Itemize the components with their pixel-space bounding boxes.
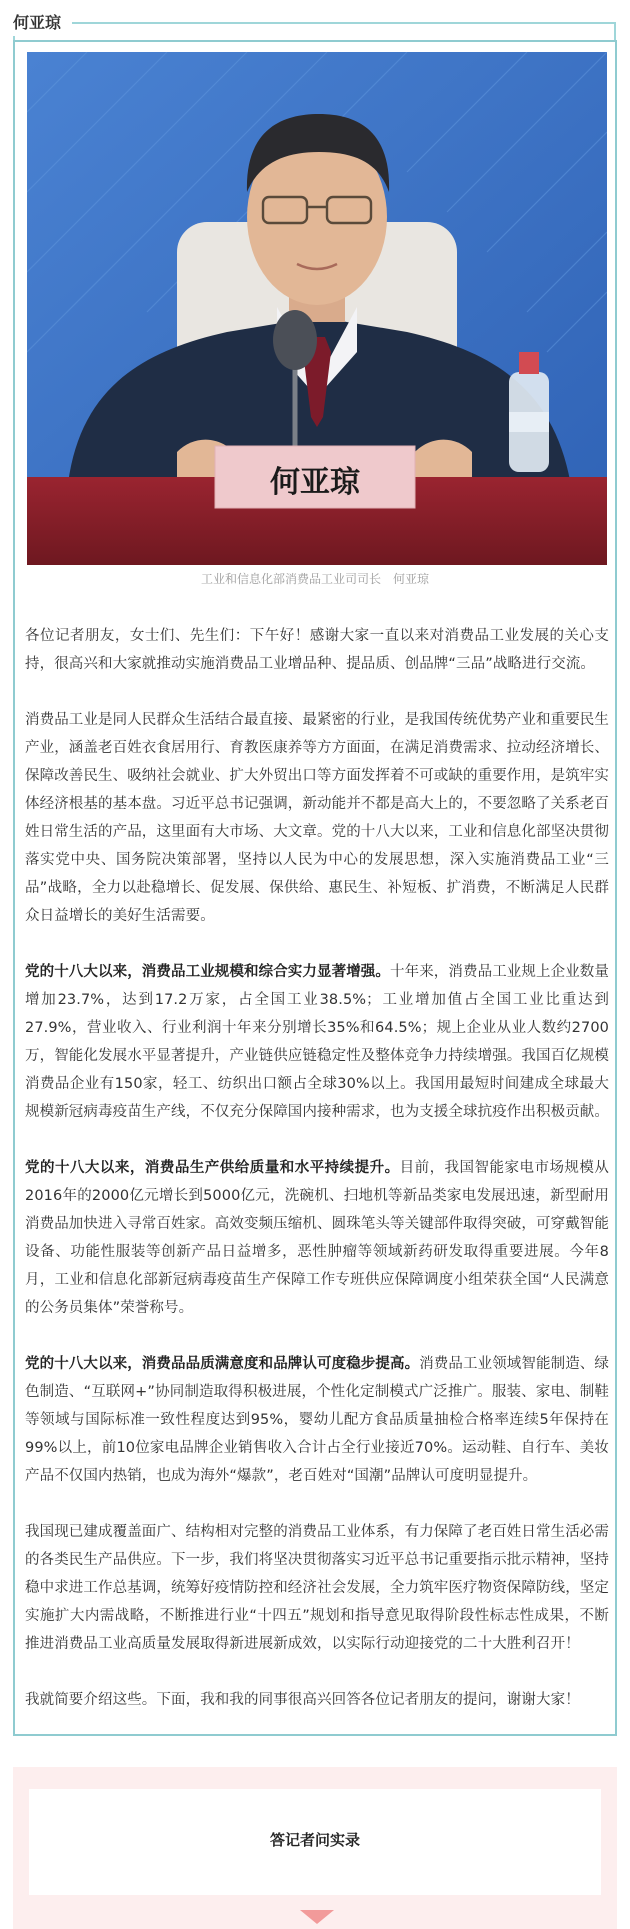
down-arrow-icon (300, 1910, 334, 1924)
scale-text: 十年来，消费品工业规上企业数量增加23.7%，达到17.2万家，占全国工业38.5%；工业增加值占全国工业比重达到27.9%，营业收入、行业利润十年来分别增长35%和64.5%；规上企业从业人数约2700万，智能化发展水平显著提升，产业链供应链稳定性及整体竞争力持续增强。我国百亿规模消费品企业有150家，轻工、纺织出口额占全球30%以上。我国用最短时间建成全球最大规模新冠病毒疫苗生产线，不仅充分保障国内接种需求，也为支援全球抗疫作出积极贡献。 (25, 964, 609, 1120)
article-card (13, 40, 617, 1736)
intro-paragraph: 各位记者朋友，女士们、先生们：下午好！感谢大家一直以来对消费品工业发展的关心支持，很高兴和大家就推动实施消费品工业增品种、提品质、创品牌“三品”战略进行交流。 (25, 628, 609, 672)
speaker-photo (27, 52, 607, 565)
qa-title-box (29, 1789, 601, 1895)
article-body (25, 622, 609, 1742)
quality-paragraph (25, 1350, 609, 1490)
microphone-icon (273, 310, 317, 370)
tag-divider-corner (614, 22, 616, 40)
nameplate-text: 何亚琼 (270, 465, 360, 500)
closing-paragraph: 我就简要介绍这些。下面，我和我的同事很高兴回答各位记者朋友的提问，谢谢大家！ (25, 1692, 580, 1708)
scale-paragraph (25, 958, 609, 1126)
quality-text: 消费品工业领域智能制造、绿色制造、“互联网+”协同制造取得积极进展，个性化定制模式广泛推广。服装、家电、制鞋等领域与国际标准一致性程度达到95%，婴幼儿配方食品质量抽检合格率连续5年保持在99%以上，前10位家电品牌企业销售收入合计占全行业接近70%。运动鞋、自行车、美妆产品不仅国内热销，也成为海外“爆款”，老百姓对“国潮”品牌认可度明显提升。 (25, 1356, 610, 1484)
supply-paragraph (25, 1154, 609, 1322)
speaker-tag: 何亚琼 (13, 13, 62, 32)
tag-divider (72, 22, 616, 24)
outlook-paragraph: 我国现已建成覆盖面广、结构相对完整的消费品工业体系，有力保障了老百姓日常生活必需的各类民生产品供应。下一步，我们将坚决贯彻落实习近平总书记重要指示批示精神，坚持稳中求进工作总基调，统筹好疫情防控和经济社会发展，全力筑牢医疗物资保障防线，坚定实施扩大内需战略，不断推进行业“十四五”规划和指导意见取得阶段性标志性成果，不断推进消费品工业高质量发展取得新进展新成效，以实际行动迎接党的二十大胜利召开！ (25, 1524, 609, 1652)
industry-paragraph: 消费品工业是同人民群众生活结合最直接、最紧密的行业，是我国传统优势产业和重要民生产业，涵盖老百姓衣食居用行、育教医康养等方方面面，在满足消费需求、拉动经济增长、保障改善民生、吸纳社会就业、扩大外贸出口等方面发挥着不可或缺的重要作用，是筑牢实体经济根基的基本盘。习近平总书记强调，新动能并不都是高大上的，不要忽略了关系老百姓日常生活的产品，这里面有大市场、大文章。党的十八大以来，工业和信息化部坚决贯彻落实党中央、国务院决策部署，坚持以人民为中心的发展思想，深入实施消费品工业“三品”战略，全力以赴稳增长、促发展、保供给、惠民生、补短板、扩消费，不断满足人民群众日益增长的美好生活需要。 (25, 712, 609, 924)
qa-title: 答记者问实录 (269, 1831, 360, 1849)
quality-heading: 党的十八大以来，消费品品质满意度和品牌认可度稳步提高。 (25, 1356, 420, 1372)
supply-heading: 党的十八大以来，消费品生产供给质量和水平持续提升。 (25, 1160, 400, 1176)
supply-text: 目前，我国智能家电市场规模从2016年的2000亿元增长到5000亿元，洗碗机、扫地机等新品类家电发展迅速，新型耐用消费品加快进入寻常百姓家。高效变频压缩机、圆珠笔头等关键部件取得突破，可穿戴智能设备、功能性服装等创新产品日益增多，恶性肿瘤等领域新药研发取得重要进展。今年8月，工业和信息化部新冠病毒疫苗生产保障工作专班供应保障调度小组荣获全国“人民满意的公务员集体”荣誉称号。 (25, 1160, 610, 1316)
scale-heading: 党的十八大以来，消费品工业规模和综合实力显著增强。 (25, 964, 390, 980)
qa-section (13, 1767, 617, 1929)
photo-caption: 工业和信息化部消费品工业司司长 何亚琼 (200, 572, 429, 586)
